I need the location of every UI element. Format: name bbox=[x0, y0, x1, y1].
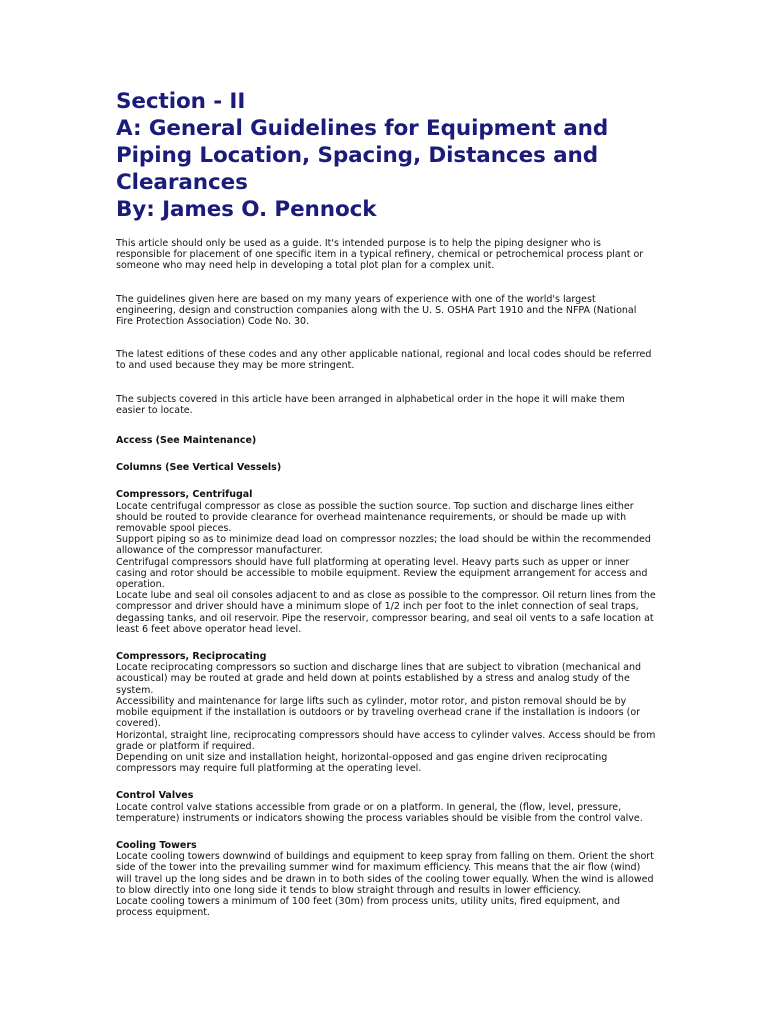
title-line-5: By: James O. Pennock bbox=[116, 197, 377, 222]
section-paragraph: Locate lube and seal oil consoles adjacent to and as close as possible to the compressor. Oil return lines from the compressor and driver should have a minimum slope of 1/2 inch per foot to the inlet connection of seal traps, degassing tanks, and oil reservoir. Pipe the reservoir, compressor bearing, and seal oil vents to a safe location at least 6 feet above operator head level. bbox=[116, 590, 656, 635]
section-paragraph: Accessibility and maintenance for large lifts such as cylinder, motor rotor, and piston removal should be by mobile equipment if the installation is outdoors or by traveling overhead crane if the installation is indoors (or covered). bbox=[116, 695, 641, 730]
title-line-2: A: General Guidelines for Equipment and bbox=[116, 116, 609, 141]
section-heading: Compressors, Reciprocating bbox=[116, 651, 267, 663]
section-paragraph: Support piping so as to minimize dead load on compressor nozzles; the load should be within the recommended allowance of the compressor manufacturer. bbox=[116, 534, 651, 557]
title-line-1: Section - II bbox=[116, 89, 246, 114]
intro-paragraph-3: The latest editions of these codes and any other applicable national, regional and local codes should be referred to and used because they may be more stringent. bbox=[116, 349, 652, 372]
section-paragraph: Locate cooling towers a minimum of 100 feet (30m) from process units, utility units, fired equipment, and process equipment. bbox=[116, 895, 620, 919]
section-heading: Control Valves bbox=[116, 790, 194, 802]
section-columns bbox=[116, 462, 656, 473]
section-paragraph: Locate cooling towers downwind of buildings and equipment to keep spray from falling on them. Orient the short side of the tower into the prevailing summer wind for maximum efficiency. This means that the air flow (wind) will travel up the long sides and be drawn in to both sides of the cooling tower equally. When the wind is allowed to blow directly into one long side it tends to blow straight through and results in lower efficiency. bbox=[116, 851, 654, 896]
section-paragraph: Locate centrifugal compressor as close as possible the suction source. Top suction and discharge lines either should be routed to provide clearance for overhead maintenance requirements, or should be made up with removable spool pieces. bbox=[116, 500, 634, 535]
intro-paragraph-1: This article should only be used as a guide. It's intended purpose is to help the piping designer who is responsible for placement of one specific item in a typical refinery, chemical or petrochemical process plant or someone who may need help in developing a total plot plan for a complex unit. bbox=[116, 238, 644, 272]
section-compressors-centrifugal bbox=[116, 489, 656, 635]
section-heading: Compressors, Centrifugal bbox=[116, 489, 253, 501]
section-compressors-reciprocating bbox=[116, 651, 656, 774]
section-cooling-towers bbox=[116, 840, 656, 918]
title-line-3: Piping Location, Spacing, Distances and bbox=[116, 143, 599, 168]
intro-paragraph-2: The guidelines given here are based on my many years of experience with one of the world's largest engineering, design and construction companies along with the U. S. OSHA Part 1910 and the NFPA (National Fire Protection Association) Code No. 30. bbox=[116, 293, 637, 328]
section-paragraph: Depending on unit size and installation height, horizontal-opposed and gas engine driven reciprocating compressors may require full platforming at the operating level. bbox=[116, 751, 608, 775]
section-heading: Columns (See Vertical Vessels) bbox=[116, 462, 282, 474]
section-paragraph: Locate control valve stations accessible from grade or on a platform. In general, the (flow, level, pressure, temperature) instruments or indicators showing the process variables should be visible from the control valve. bbox=[116, 801, 643, 824]
intro-paragraph-4: The subjects covered in this article have been arranged in alphabetical order in the hope it will make them easier to locate. bbox=[116, 393, 625, 416]
title-line-4: Clearances bbox=[116, 170, 248, 195]
section-heading: Access (See Maintenance) bbox=[116, 435, 257, 447]
section-paragraph: Centrifugal compressors should have full platforming at operating level. Heavy parts such as upper or inner casing and rotor should be accessible to mobile equipment. Review the equipment arrangement for access and operation. bbox=[116, 556, 648, 591]
section-heading: Cooling Towers bbox=[116, 839, 197, 851]
section-access bbox=[116, 435, 656, 446]
section-paragraph: Locate reciprocating compressors so suction and discharge lines that are subject to vibration (mechanical and acoustical) may be routed at grade and held down at points established by a stress and analog study of the system. bbox=[116, 662, 642, 696]
document-title bbox=[116, 88, 656, 223]
document-page bbox=[116, 88, 656, 918]
section-paragraph: Horizontal, straight line, reciprocating compressors should have access to cylinder valves. Access should be from grade or platform if required. bbox=[116, 729, 656, 752]
section-control-valves bbox=[116, 790, 656, 824]
